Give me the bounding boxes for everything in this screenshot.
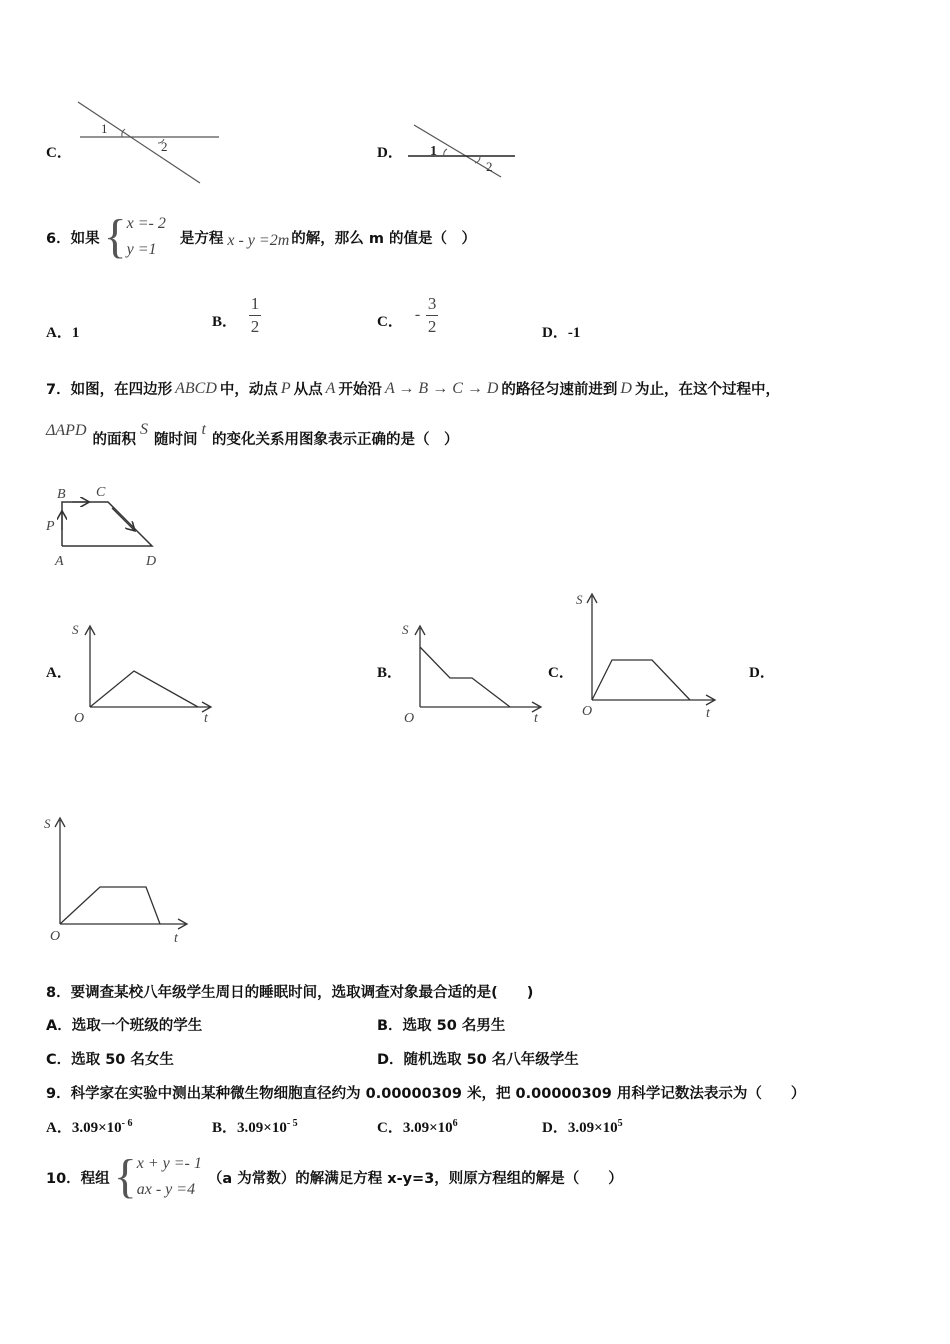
- svg-text:O: O: [582, 704, 593, 719]
- q7-point-p: P: [46, 519, 55, 534]
- q9-option-c: C．$3.09\times 10^6$: [377, 1118, 458, 1136]
- svg-text:S: S: [44, 816, 51, 831]
- q7-stem-line2: ΔAPD 的面积 S 随时间 t 的变化关系用图象表示正确的是（ ）: [46, 420, 459, 448]
- q7-point-c: C: [96, 485, 106, 500]
- q7-quad: ABCD: [175, 379, 217, 397]
- q7-graph-a-curve: [90, 671, 198, 707]
- q5-c-transversal: [78, 102, 200, 183]
- svg-text:t: t: [706, 706, 710, 721]
- q8-option-b: B．选取 50 名男生: [377, 1018, 506, 1034]
- q8-option-a: A．选取一个班级的学生: [46, 1018, 203, 1034]
- q6-option-a: A．1: [46, 325, 80, 341]
- q10-number: 10．程组: [46, 1170, 110, 1187]
- svg-text:O: O: [50, 929, 61, 944]
- q7-graph-b-curve: [420, 647, 510, 707]
- svg-text:t: t: [204, 711, 208, 726]
- q7-point-a: A: [55, 554, 64, 569]
- q7-option-b-label: B．: [377, 665, 403, 681]
- q7-option-c-label: C．: [548, 665, 574, 681]
- q10-text: （a 为常数）的解满足方程 x-y=3，则原方程组的解是（ ）: [207, 1170, 623, 1187]
- q6-number: 6．: [46, 230, 71, 247]
- q7-graph-c-curve: [592, 660, 690, 700]
- q6-option-d: D．-1: [542, 325, 581, 341]
- q5-c-angle2: 2: [161, 139, 168, 154]
- q8-stem: 8．要调查某校八年级学生周日的睡眠时间，选取调查对象最合适的是( ): [46, 985, 534, 1001]
- svg-text:S: S: [402, 622, 409, 637]
- q7-stem-line1: 7． 如图，在四边形 ABCD 中，动点 P 从点 A 开始沿 A → B → C → D 的路径匀速前进到 D 为止，在这个过程中，: [46, 379, 780, 398]
- svg-text:S: S: [72, 622, 79, 637]
- q6-system: [127, 211, 166, 263]
- svg-text:O: O: [74, 711, 85, 726]
- q6-equation: x - y =2m: [227, 232, 290, 249]
- q9-option-d: D．$3.09\times 10^5$: [542, 1118, 623, 1136]
- q6-sys-line2: y =1: [126, 241, 157, 258]
- q7-graph-d-curve: [60, 887, 160, 924]
- q7-quad-shape: [62, 502, 152, 546]
- q7-quadrilateral-figure: [40, 478, 170, 573]
- q10-system-brace: {: [113, 1150, 137, 1203]
- q6-stem: [46, 207, 476, 267]
- svg-text:O: O: [404, 711, 415, 726]
- q9-option-a: A．$3.09\times 10^{- 6}$: [46, 1118, 133, 1136]
- q10-sys-line1: x + y =- 1: [136, 1155, 202, 1172]
- q9-option-b: B．$3.09\times 10^{- 5}$: [212, 1118, 298, 1136]
- q6-text-a: 如果: [70, 230, 100, 247]
- q6-option-c: C． - $\frac{3}{2}$: [377, 294, 437, 336]
- q9-stem: 9．科学家在实验中测出某种微生物细胞直径约为 0.00000309 米，把 0.00000309 用科学记数法表示为（ ）: [46, 1086, 806, 1102]
- q5-option-c-figure: [70, 95, 230, 190]
- q7-triangle: ΔAPD: [46, 421, 87, 439]
- q7-option-a-label: A．: [46, 665, 72, 681]
- q10-sys-line2: ax - y =4: [136, 1181, 196, 1198]
- q7-point-d: D: [146, 554, 157, 569]
- q5-d-arc1: [444, 149, 447, 156]
- q5-d-angle1: 1: [430, 144, 437, 159]
- q5-option-d-figure: [400, 118, 520, 183]
- svg-text:t: t: [174, 931, 178, 946]
- q8-option-d: D．随机选取 50 名八年级学生: [377, 1052, 579, 1068]
- q5-c-angle1: 1: [101, 121, 108, 136]
- q7-point-b: B: [57, 487, 66, 502]
- q7-option-d-label: D．: [749, 665, 775, 681]
- svg-text:t: t: [534, 711, 538, 726]
- q7-graph-d: [38, 810, 194, 948]
- q10-stem: [46, 1147, 623, 1207]
- q6-sys-line1: x =- 2: [126, 215, 166, 232]
- q7-arrow-cd: [112, 508, 134, 530]
- q5-option-d-label: D．: [377, 145, 403, 161]
- q5-d-angle2: 2: [486, 159, 493, 174]
- q7-path: A → B → C → D: [384, 379, 499, 397]
- q7-graph-a: [68, 618, 218, 726]
- q5-option-c-label: C．: [46, 145, 72, 161]
- svg-text:S: S: [576, 592, 583, 607]
- q7-graph-b: [398, 618, 548, 726]
- q6-option-b-fraction: $\frac{1}{2}$: [250, 294, 260, 336]
- q6-text-b: 是方程: [179, 230, 224, 247]
- q6-system-brace: {: [103, 210, 127, 263]
- q7-graph-c: [570, 586, 722, 722]
- q8-option-c: C．选取 50 名女生: [46, 1052, 174, 1068]
- q6-text-c: 的解，那么 m 的值是（ ）: [291, 230, 476, 247]
- q6-option-c-fraction: $\frac{3}{2}$: [427, 294, 437, 336]
- q6-option-b: B． $\frac{1}{2}$: [212, 294, 260, 336]
- q10-system: [137, 1151, 202, 1203]
